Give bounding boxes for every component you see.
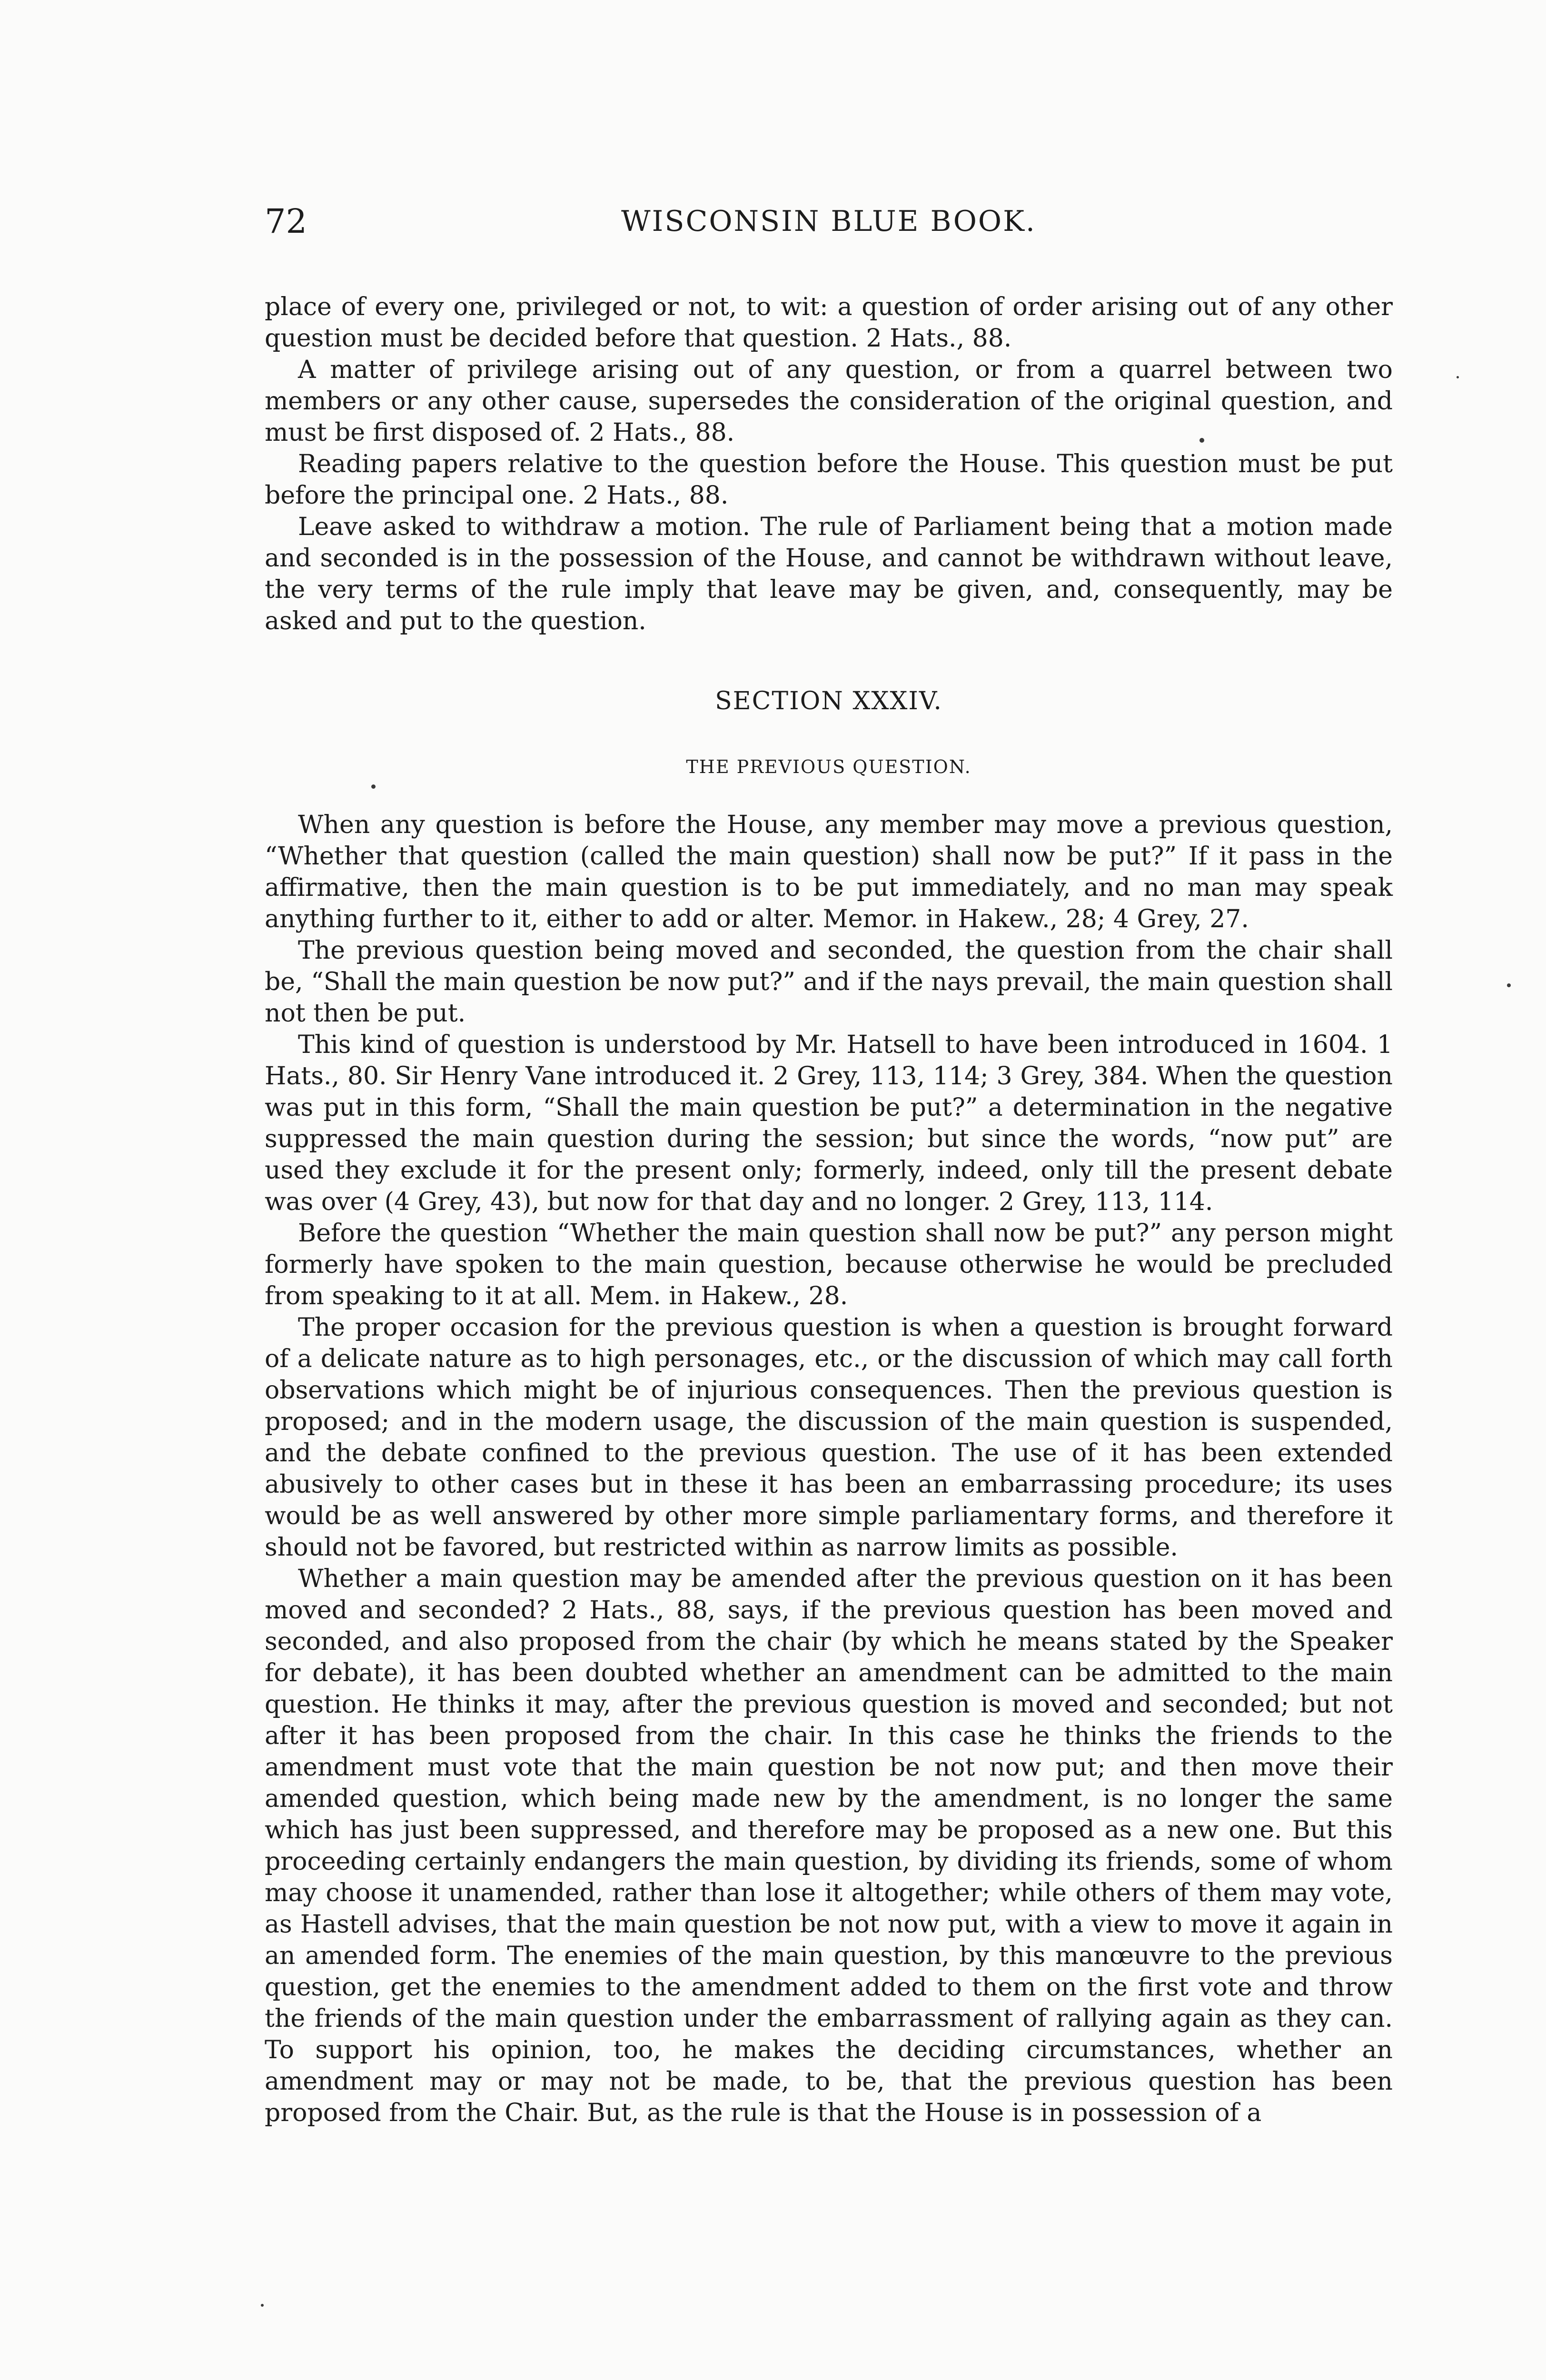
page-number: 72 (265, 202, 307, 241)
paragraph: place of every one, privileged or not, to wit: a question of order arising out of any other question must be decided before that question. 2 Hats., 88. (265, 293, 1393, 353)
section-text-block (265, 809, 1393, 2129)
section-subtitle: THE PREVIOUS QUESTION. (686, 756, 971, 777)
scan-speck (1457, 376, 1459, 378)
section-title: SECTION XXXIV. (715, 687, 942, 715)
scan-speck (1199, 438, 1204, 443)
scan-speck (261, 2304, 264, 2307)
paragraph: The proper occasion for the previous question is when a question is brought forward of a delicate nature as to high personages, etc., or the discussion of which may call forth observations which might be of injurious consequences. Then the previous question is proposed; and in the modern usage, the discussion of the main question is suspended, and the debate confined to the previous question. The use of it has been extended abusively to other cases but in these it has been an embarrassing procedure; its uses would be as well answered by other more simple parliamentary forms, and therefore it should not be favored, but restricted within as narrow limits as possible. (265, 1313, 1393, 1562)
intro-text-block (265, 291, 1393, 637)
paragraph: When any question is before the House, any member may move a previous question, “Whether that question (called the main question) shall now be put?” If it pass in the affirmative, then the main question is to be put immediately, and no man may speak anything further to it, either to add or alter. Memor. in Hakew., 28; 4 Grey, 27. (265, 811, 1393, 933)
paragraph: This kind of question is understood by Mr. Hatsell to have been introduced in 1604. 1 Hats., 80. Sir Henry Vane introduced it. 2 Grey, 113, 114; 3 Grey, 384. When the question was put in this form, “Shall the main question be put?” a determination in the negative suppressed the main question during the session; but since the words, “now put” are used they exclude it for the present only; formerly, indeed, only till the present debate was over (4 Grey, 43), but now for that day and no longer. 2 Grey, 113, 114. (265, 1031, 1393, 1216)
paragraph: Reading papers relative to the question before the House. This question must be put before the principal one. 2 Hats., 88. (265, 450, 1393, 510)
scan-speck (371, 784, 376, 789)
paragraph: Leave asked to withdraw a motion. The rule of Parliament being that a motion made and seconded is in the possession of the House, and cannot be withdrawn without leave, the very terms of the rule imply that leave may be given, and, consequently, may be asked and put to the question. (265, 513, 1393, 635)
paragraph: Whether a main question may be amended after the previous question on it has been moved and seconded? 2 Hats., 88, says, if the previous question has been moved and seconded, and also proposed from the chair (by which he means stated by the Speaker for debate), it has been doubted whether an amendment can be admitted to the main question. He thinks it may, after the previous question is moved and seconded; but not after it has been proposed from the chair. In this case he thinks the friends to the amendment must vote that the main question be not now put; and then move their amended question, which being made new by the amendment, is no longer the same which has just been suppressed, and therefore may be proposed as a new one. But this proceeding certainly endangers the main question, by dividing its friends, some of whom may choose it unamended, rather than lose it altogether; while others of them may vote, as Hastell advises, that the main question be not now put, with a view to move it again in an amended form. The enemies of the main question, by this manœuvre to the previous question, get the enemies to the amendment added to them on the first vote and throw the friends of the main question under the embarrassment of rallying again as they can. To support his opinion, too, he makes the deciding circumstances, whether an amendment may or may not be made, to be, that the previous question has been proposed from the Chair. But, as the rule is that the House is in possession of a (265, 1565, 1393, 2127)
scan-speck (1507, 983, 1511, 987)
paragraph: A matter of privilege arising out of any question, or from a quarrel between two members or any other cause, supersedes the consideration of the original question, and must be first disposed of. 2 Hats., 88. (265, 356, 1393, 447)
page-header (265, 200, 1393, 243)
running-head: WISCONSIN BLUE BOOK. (621, 205, 1037, 238)
paragraph: Before the question “Whether the main question shall now be put?” any person might formerly have spoken to the main question, because otherwise he would be precluded from speaking to it at all. Mem. in Hakew., 28. (265, 1219, 1393, 1310)
paragraph: The previous question being moved and seconded, the question from the chair shall be, “Shall the main question be now put?” and if the nays prevail, the main question shall not then be put. (265, 936, 1393, 1028)
